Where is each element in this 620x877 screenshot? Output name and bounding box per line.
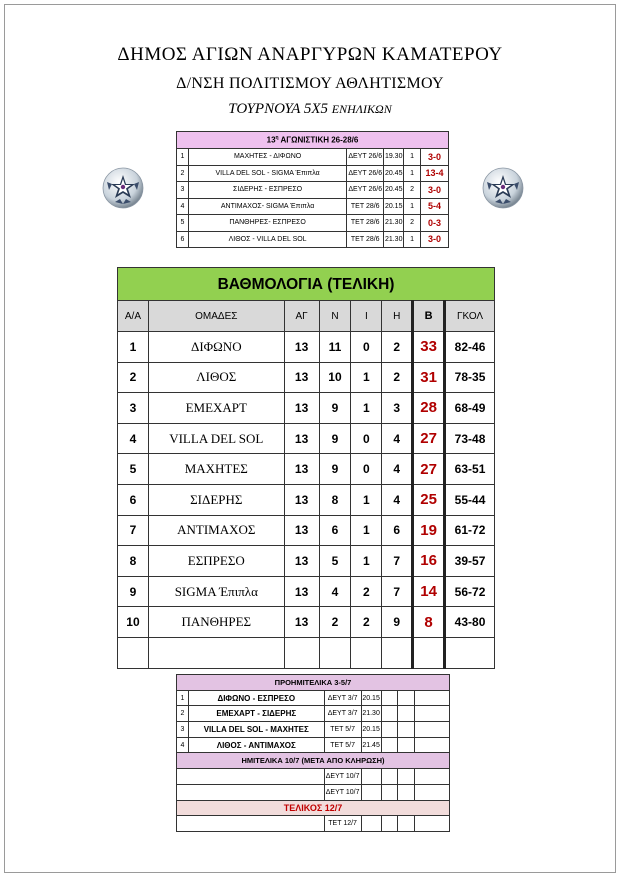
header-drawn: Ι — [351, 301, 382, 332]
goals: 63-51 — [445, 454, 495, 485]
drawn: 1 — [351, 484, 382, 515]
match-teams: ΕΜΕΧΑΡΤ - ΣΙΔΕΡΗΣ — [188, 706, 324, 722]
match-score: 3-0 — [421, 149, 449, 166]
soccer-ball-icon — [481, 166, 525, 210]
match-time: 20.15 — [361, 690, 381, 706]
empty-cell — [398, 706, 415, 722]
table-row — [177, 784, 450, 800]
semifinal-match — [177, 769, 325, 785]
empty-cell — [351, 637, 382, 668]
match-day: ΔΕΥΤ 26/6 — [347, 165, 384, 182]
points: 16 — [413, 546, 445, 577]
table-row — [118, 607, 495, 638]
played: 13 — [284, 423, 319, 454]
position: 4 — [118, 423, 149, 454]
played: 13 — [284, 546, 319, 577]
quarterfinals-title-row — [177, 675, 450, 691]
goals: 82-46 — [445, 332, 495, 363]
empty-cell — [398, 722, 415, 738]
table-row — [177, 149, 449, 166]
goals: 78-35 — [445, 362, 495, 393]
won: 9 — [319, 423, 351, 454]
standings-table — [117, 300, 495, 669]
final-title: ΤΕΛΙΚΟΣ 12/7 — [177, 800, 450, 816]
quarterfinals-title: ΠΡΟΗΜΙΤΕΛΙΚΑ 3-5/7 — [177, 675, 450, 691]
tournament-title-main: ΤΟΥΡΝΟΥΑ 5Χ5 — [228, 101, 329, 117]
final-title-row — [177, 800, 450, 816]
match-teams: ΠΑΝΘΗΡΕΣ- ΕΣΠΡΕΣΟ — [188, 215, 346, 232]
empty-row — [118, 637, 495, 668]
header-team: ΟΜΑΔΕΣ — [148, 301, 284, 332]
round-results-title — [177, 132, 449, 149]
lost: 3 — [382, 393, 413, 424]
points: 33 — [413, 332, 445, 363]
empty-cell — [398, 769, 415, 785]
round-title-text: ΑΓΩΝΙΣΤΙΚΗ 26-28/6 — [280, 135, 359, 145]
match-time: 21.30 — [384, 231, 404, 248]
won: 4 — [319, 576, 351, 607]
lost: 6 — [382, 515, 413, 546]
match-teams: ΛΙΘΟΣ - VILLA DEL SOL — [188, 231, 346, 248]
lost: 7 — [382, 546, 413, 577]
played: 13 — [284, 393, 319, 424]
match-time: 19.30 — [384, 149, 404, 166]
header-won: Ν — [319, 301, 351, 332]
table-row — [118, 515, 495, 546]
match-day: ΔΕΥΤ 10/7 — [324, 769, 361, 785]
played: 13 — [284, 362, 319, 393]
empty-cell — [398, 816, 415, 832]
empty-cell — [445, 637, 495, 668]
won: 2 — [319, 607, 351, 638]
drawn: 2 — [351, 576, 382, 607]
team-name: ΕΣΠΡΕΣΟ — [148, 546, 284, 577]
table-row — [177, 737, 450, 753]
drawn: 0 — [351, 423, 382, 454]
tournament-title — [0, 101, 620, 118]
match-score: 3-0 — [421, 231, 449, 248]
header-lost: Η — [382, 301, 413, 332]
played: 13 — [284, 454, 319, 485]
match-number: 6 — [177, 231, 189, 248]
table-row — [118, 576, 495, 607]
match-score: 13-4 — [421, 165, 449, 182]
match-teams: ΔΙΦΩΝΟ - ΕΣΠΡΕΣΟ — [188, 690, 324, 706]
match-court: 1 — [404, 231, 421, 248]
won: 5 — [319, 546, 351, 577]
match-number: 4 — [177, 198, 189, 215]
empty-cell — [381, 706, 398, 722]
goals: 55-44 — [445, 484, 495, 515]
semifinals-title-row — [177, 753, 450, 769]
empty-cell — [415, 706, 450, 722]
table-row — [118, 423, 495, 454]
match-score: 3-0 — [421, 182, 449, 199]
team-name: ΛΙΘΟΣ — [148, 362, 284, 393]
semifinal-match — [177, 784, 325, 800]
empty-cell — [361, 769, 381, 785]
match-teams: VILLA DEL SOL - ΜΑΧΗΤΕΣ — [188, 722, 324, 738]
match-time: 21.45 — [361, 737, 381, 753]
header-played: ΑΓ — [284, 301, 319, 332]
drawn: 0 — [351, 332, 382, 363]
points: 8 — [413, 607, 445, 638]
drawn: 2 — [351, 607, 382, 638]
goals: 68-49 — [445, 393, 495, 424]
table-row — [118, 546, 495, 577]
position: 9 — [118, 576, 149, 607]
drawn: 1 — [351, 362, 382, 393]
match-teams: VILLA DEL SOL - SIGMA Έπιπλα — [188, 165, 346, 182]
points: 31 — [413, 362, 445, 393]
won: 9 — [319, 393, 351, 424]
empty-cell — [381, 816, 398, 832]
tournament-title-category: ΕΝΗΛΙΚΩΝ — [331, 102, 392, 116]
position: 5 — [118, 454, 149, 485]
position: 1 — [118, 332, 149, 363]
played: 13 — [284, 576, 319, 607]
playoffs-table — [176, 674, 450, 832]
standings-title: ΒΑΘΜΟΛΟΓΙΑ (ΤΕΛΙΚΗ) — [117, 267, 495, 300]
won: 9 — [319, 454, 351, 485]
match-day: ΤΕΤ 5/7 — [324, 722, 361, 738]
played: 13 — [284, 607, 319, 638]
table-row — [118, 362, 495, 393]
played: 13 — [284, 332, 319, 363]
table-row — [118, 454, 495, 485]
empty-cell — [361, 816, 381, 832]
match-court: 1 — [404, 149, 421, 166]
empty-cell — [398, 737, 415, 753]
match-day: ΤΕΤ 28/6 — [347, 215, 384, 232]
drawn: 1 — [351, 515, 382, 546]
position: 6 — [118, 484, 149, 515]
goals: 73-48 — [445, 423, 495, 454]
won: 6 — [319, 515, 351, 546]
points: 28 — [413, 393, 445, 424]
final-match — [177, 816, 325, 832]
table-row — [177, 182, 449, 199]
empty-cell — [381, 784, 398, 800]
empty-cell — [398, 690, 415, 706]
played: 13 — [284, 484, 319, 515]
match-number: 3 — [177, 722, 189, 738]
match-teams: ΛΙΘΟΣ - ΑΝΤΙΜΑΧΟΣ — [188, 737, 324, 753]
lost: 4 — [382, 423, 413, 454]
goals: 56-72 — [445, 576, 495, 607]
goals: 61-72 — [445, 515, 495, 546]
match-number: 2 — [177, 165, 189, 182]
soccer-ball-icon — [101, 166, 145, 210]
lost: 2 — [382, 362, 413, 393]
round-results-table — [176, 131, 449, 248]
table-row — [177, 231, 449, 248]
round-number: 13 — [266, 135, 276, 145]
empty-cell — [382, 637, 413, 668]
empty-cell — [284, 637, 319, 668]
empty-cell — [415, 816, 450, 832]
match-court: 1 — [404, 198, 421, 215]
match-day: ΔΕΥΤ 26/6 — [347, 149, 384, 166]
empty-cell — [415, 769, 450, 785]
points: 27 — [413, 454, 445, 485]
table-row — [177, 165, 449, 182]
match-score: 5-4 — [421, 198, 449, 215]
match-score: 0-3 — [421, 215, 449, 232]
lost: 4 — [382, 454, 413, 485]
empty-cell — [381, 690, 398, 706]
drawn: 1 — [351, 393, 382, 424]
empty-cell — [415, 690, 450, 706]
empty-cell — [381, 769, 398, 785]
table-row — [177, 198, 449, 215]
department-title: Δ/ΝΣΗ ΠΟΛΙΤΙΣΜΟΥ ΑΘΛΗΤΙΣΜΟΥ — [176, 75, 444, 92]
position: 7 — [118, 515, 149, 546]
match-court: 1 — [404, 165, 421, 182]
match-number: 5 — [177, 215, 189, 232]
table-row — [177, 215, 449, 232]
lost: 7 — [382, 576, 413, 607]
match-number: 1 — [177, 149, 189, 166]
won: 10 — [319, 362, 351, 393]
match-day: ΤΕΤ 28/6 — [347, 231, 384, 248]
empty-cell — [415, 784, 450, 800]
match-court: 2 — [404, 215, 421, 232]
match-day: ΔΕΥΤ 3/7 — [324, 706, 361, 722]
match-time: 21.30 — [384, 215, 404, 232]
header-position: Α/Α — [118, 301, 149, 332]
empty-cell — [361, 784, 381, 800]
team-name: ΑΝΤΙΜΑΧΟΣ — [148, 515, 284, 546]
points: 27 — [413, 423, 445, 454]
lost: 2 — [382, 332, 413, 363]
team-name: ΣΙΔΕΡΗΣ — [148, 484, 284, 515]
match-time: 20.45 — [384, 182, 404, 199]
empty-cell — [319, 637, 351, 668]
match-day: ΔΕΥΤ 10/7 — [324, 784, 361, 800]
team-name: ΕΜΕΧΑΡΤ — [148, 393, 284, 424]
match-day: ΤΕΤ 28/6 — [347, 198, 384, 215]
position: 2 — [118, 362, 149, 393]
match-time: 20.45 — [384, 165, 404, 182]
played: 13 — [284, 515, 319, 546]
goals: 43-80 — [445, 607, 495, 638]
match-time: 21.30 — [361, 706, 381, 722]
empty-cell — [381, 737, 398, 753]
municipality-title: ΔΗΜΟΣ ΑΓΙΩΝ ΑΝΑΡΓΥΡΩΝ ΚΑΜΑΤΕΡΟΥ — [117, 44, 503, 65]
lost: 4 — [382, 484, 413, 515]
points: 19 — [413, 515, 445, 546]
won: 11 — [319, 332, 351, 363]
table-row — [177, 722, 450, 738]
semifinals-title: ΗΜΙΤΕΛΙΚΑ 10/7 (ΜΕΤΑ ΑΠΟ ΚΛΗΡΩΣΗ) — [177, 753, 450, 769]
empty-cell — [415, 722, 450, 738]
match-day: ΤΕΤ 12/7 — [324, 816, 361, 832]
empty-cell — [415, 737, 450, 753]
won: 8 — [319, 484, 351, 515]
table-row — [177, 706, 450, 722]
match-number: 2 — [177, 706, 189, 722]
drawn: 1 — [351, 546, 382, 577]
drawn: 0 — [351, 454, 382, 485]
empty-cell — [398, 784, 415, 800]
table-row — [177, 769, 450, 785]
match-teams: ΑΝΤΙΜΑΧΟΣ- SIGMA Έπιπλα — [188, 198, 346, 215]
match-day: ΔΕΥΤ 3/7 — [324, 690, 361, 706]
team-name: ΠΑΝΘΗΡΕΣ — [148, 607, 284, 638]
table-row — [118, 393, 495, 424]
header-goals: ΓΚΟΛ — [445, 301, 495, 332]
team-name: SIGMA Έπιπλα — [148, 576, 284, 607]
empty-cell — [381, 722, 398, 738]
points: 25 — [413, 484, 445, 515]
match-time: 20.15 — [361, 722, 381, 738]
match-time: 20.15 — [384, 198, 404, 215]
empty-cell — [413, 637, 445, 668]
table-row — [118, 484, 495, 515]
points: 14 — [413, 576, 445, 607]
header-points: Β — [413, 301, 445, 332]
match-teams: ΣΙΔΕΡΗΣ - ΕΣΠΡΕΣΟ — [188, 182, 346, 199]
match-day: ΔΕΥΤ 26/6 — [347, 182, 384, 199]
position: 3 — [118, 393, 149, 424]
match-number: 1 — [177, 690, 189, 706]
position: 10 — [118, 607, 149, 638]
goals: 39-57 — [445, 546, 495, 577]
match-day: ΤΕΤ 5/7 — [324, 737, 361, 753]
table-row — [177, 816, 450, 832]
table-row — [118, 332, 495, 363]
standings-header-row — [118, 301, 495, 332]
match-number: 4 — [177, 737, 189, 753]
team-name: ΔΙΦΩΝΟ — [148, 332, 284, 363]
lost: 9 — [382, 607, 413, 638]
table-row — [177, 690, 450, 706]
team-name: VILLA DEL SOL — [148, 423, 284, 454]
match-court: 2 — [404, 182, 421, 199]
round-number-suffix: η — [275, 135, 279, 142]
empty-cell — [118, 637, 149, 668]
round-results-title-row — [177, 132, 449, 149]
match-number: 3 — [177, 182, 189, 199]
team-name: ΜΑΧΗΤΕΣ — [148, 454, 284, 485]
position: 8 — [118, 546, 149, 577]
match-teams: ΜΑΧΗΤΕΣ - ΔΙΦΩΝΟ — [188, 149, 346, 166]
empty-cell — [148, 637, 284, 668]
